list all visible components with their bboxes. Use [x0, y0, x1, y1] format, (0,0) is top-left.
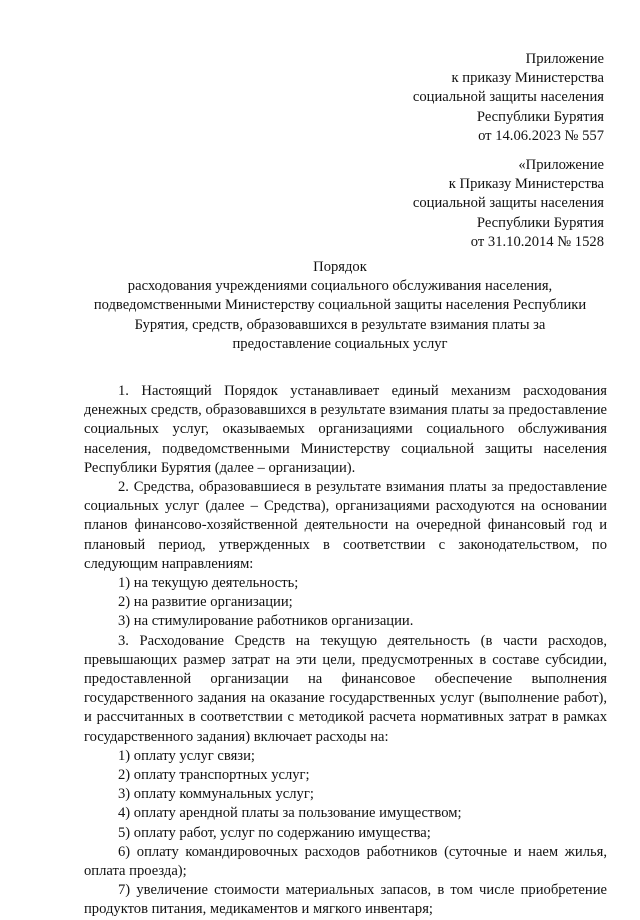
- header-line: от 31.10.2014 № 1528: [470, 233, 604, 250]
- title-line: Порядок: [313, 259, 367, 275]
- document-body: [84, 382, 607, 920]
- list-item: 1) оплату услуг связи;: [118, 747, 255, 764]
- header-line: Республики Бурятия: [476, 214, 604, 231]
- list-item: 1) на текущую деятельность;: [118, 575, 299, 592]
- document-title: [80, 258, 600, 354]
- title-line: Бурятия, средств, образовавшихся в результате взимания платы за: [134, 316, 546, 333]
- paragraph-2: 2. Средства, образовавшиеся в результате взимания платы за предоставление социальных услуг (далее – Средства), организациями расходуются на основании планов финансово-хозяйственной деятельности на очередной финансовый год и плановый период, утвержденных в соответствии с законодательством, по следующим направлениям:: [84, 479, 607, 572]
- list-item: 3) на стимулирование работников организации.: [118, 613, 414, 630]
- paragraph-1: 1. Настоящий Порядок устанавливает единый механизм расходования денежных средств, образовавшихся в результате взимания платы за предоставление социальных услуг, оказываемых организациями социального обслуживания населения, подведомственными Министерству социальной защиты населения Республики Бурятия (далее – организации).: [84, 383, 607, 476]
- title-line: предоставление социальных услуг: [232, 335, 448, 352]
- list-item: 4) оплату арендной платы за пользование имуществом;: [118, 805, 462, 822]
- header-line: социальной защиты населения: [412, 195, 604, 212]
- header-line: к Приказу Министерства: [448, 176, 604, 193]
- header-line: к приказу Министерства: [451, 70, 604, 87]
- list-item: 6) оплату командировочных расходов работников (суточные и наем жилья, оплата проезда);: [84, 843, 607, 880]
- list-item: 7) увеличение стоимости материальных запасов, в том числе приобретение продуктов питания, медикаментов и мягкого инвентаря;: [84, 882, 607, 918]
- paragraph-3: 3. Расходование Средств на текущую деятельность (в части расходов, превышающих размер затрат на эти цели, предусмотренных в составе субсидии, предоставленной организации на финансовое обеспечение выполнения государственного задания на оказание государственных услуг (выполнение работ), и рассчитанных в соответствии с методикой расчета нормативных затрат в рамках государственного задания) включает расходы на:: [84, 632, 607, 745]
- header-line: Республики Бурятия: [476, 108, 604, 125]
- appendix-header-original: [413, 156, 604, 252]
- list-item: 5) оплату работ, услуг по содержанию имущества;: [118, 824, 431, 841]
- header-line: социальной защиты населения: [412, 89, 604, 106]
- appendix-header-current: [413, 50, 604, 146]
- header-line: от 14.06.2023 № 557: [478, 127, 604, 144]
- list-item: 2) оплату транспортных услуг;: [118, 767, 310, 784]
- list-item: 3) оплату коммунальных услуг;: [118, 786, 314, 803]
- list-item: 2) на развитие организации;: [118, 594, 293, 611]
- header-line: «Приложение: [518, 157, 604, 173]
- header-line: Приложение: [525, 51, 604, 67]
- title-line: расходования учреждениями социального обслуживания населения,: [127, 278, 553, 295]
- title-line: подведомственными Министерству социальной защиты населения Республики: [93, 297, 587, 314]
